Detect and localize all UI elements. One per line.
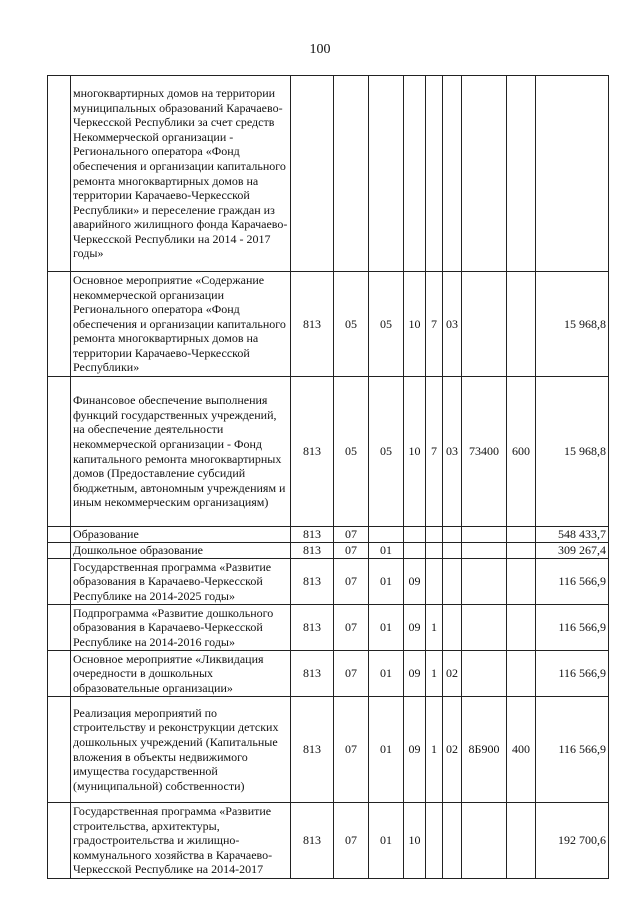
- ved-cell: 813: [291, 543, 334, 559]
- pr-cell: 05: [369, 377, 404, 527]
- pr-cell: [369, 527, 404, 543]
- measure-cell: [443, 803, 462, 879]
- subprogram-cell: 1: [426, 605, 443, 651]
- direction-cell: [462, 651, 507, 697]
- subprogram-cell: [426, 803, 443, 879]
- rz-cell: 07: [334, 605, 369, 651]
- table-row: [48, 272, 609, 377]
- index-cell: [48, 272, 71, 377]
- measure-cell: 02: [443, 697, 462, 803]
- subprogram-cell: [426, 527, 443, 543]
- program-cell: 09: [404, 605, 426, 651]
- measure-cell: 03: [443, 272, 462, 377]
- program-cell: 09: [404, 697, 426, 803]
- direction-cell: [462, 605, 507, 651]
- ved-cell: 813: [291, 803, 334, 879]
- program-cell: 09: [404, 559, 426, 605]
- direction-cell: [462, 272, 507, 377]
- index-cell: [48, 377, 71, 527]
- table-row: [48, 377, 609, 527]
- direction-cell: [462, 527, 507, 543]
- direction-cell: 73400: [462, 377, 507, 527]
- program-cell: [404, 543, 426, 559]
- name-cell: Финансовое обеспечение выполнения функций государственных учреждений, на обеспечение деятельности некоммерческой организации - Фонд капитального ремонта многоквартирных домов (Предоставление субсидий бюджетным, автономным учреждениям и иным некоммерческим организациям): [71, 377, 291, 527]
- direction-cell: [462, 76, 507, 272]
- pr-cell: [369, 76, 404, 272]
- program-cell: 10: [404, 803, 426, 879]
- subprogram-cell: 1: [426, 697, 443, 803]
- ved-cell: 813: [291, 377, 334, 527]
- subprogram-cell: [426, 543, 443, 559]
- expense-type-cell: [507, 272, 536, 377]
- expense-type-cell: [507, 543, 536, 559]
- pr-cell: 01: [369, 803, 404, 879]
- rz-cell: 05: [334, 272, 369, 377]
- sum-cell: 15 968,8: [536, 272, 609, 377]
- expense-type-cell: 400: [507, 697, 536, 803]
- index-cell: [48, 543, 71, 559]
- rz-cell: 05: [334, 377, 369, 527]
- program-cell: 09: [404, 651, 426, 697]
- name-cell: Подпрограмма «Развитие дошкольного образования в Карачаево-Черкесской Республике на 2014-2016 годы»: [71, 605, 291, 651]
- ved-cell: 813: [291, 605, 334, 651]
- name-cell: Реализация мероприятий по строительству и реконструкции детских дошкольных учреждений (Капитальные вложения в объекты недвижимого имущества государственной (муниципальной) собственности): [71, 697, 291, 803]
- name-cell: Образование: [71, 527, 291, 543]
- sum-cell: 309 267,4: [536, 543, 609, 559]
- expense-type-cell: [507, 76, 536, 272]
- page-number: 100: [309, 42, 331, 57]
- name-cell: Дошкольное образование: [71, 543, 291, 559]
- expense-type-cell: 600: [507, 377, 536, 527]
- ved-cell: 813: [291, 272, 334, 377]
- rz-cell: 07: [334, 697, 369, 803]
- measure-cell: [443, 76, 462, 272]
- pr-cell: 01: [369, 559, 404, 605]
- ved-cell: 813: [291, 527, 334, 543]
- table-row: [48, 605, 609, 651]
- pr-cell: 01: [369, 605, 404, 651]
- table-row: [48, 527, 609, 543]
- index-cell: [48, 651, 71, 697]
- table-row: [48, 697, 609, 803]
- index-cell: [48, 527, 71, 543]
- index-cell: [48, 697, 71, 803]
- measure-cell: [443, 527, 462, 543]
- pr-cell: 01: [369, 697, 404, 803]
- sum-cell: 192 700,6: [536, 803, 609, 879]
- name-cell: Основное мероприятие «Ликвидация очередности в дошкольных образовательные организации»: [71, 651, 291, 697]
- ved-cell: 813: [291, 559, 334, 605]
- program-cell: 10: [404, 377, 426, 527]
- direction-cell: 8Б900: [462, 697, 507, 803]
- ved-cell: 813: [291, 651, 334, 697]
- table-row: [48, 803, 609, 879]
- sum-cell: 548 433,7: [536, 527, 609, 543]
- measure-cell: 02: [443, 651, 462, 697]
- name-cell: Основное мероприятие «Содержание некоммерческой организации Регионального оператора «Фонд обеспечения и организации капитального ремонта многоквартирных домов на территории Карачаево-Черкесской Республики»: [71, 272, 291, 377]
- name-cell: Государственная программа «Развитие образования в Карачаево-Черкесской Республике на 2014-2025 годы»: [71, 559, 291, 605]
- sum-cell: [536, 76, 609, 272]
- index-cell: [48, 559, 71, 605]
- measure-cell: [443, 605, 462, 651]
- sum-cell: 116 566,9: [536, 697, 609, 803]
- table-row: [48, 76, 609, 272]
- sum-cell: 116 566,9: [536, 651, 609, 697]
- expense-type-cell: [507, 803, 536, 879]
- subprogram-cell: [426, 559, 443, 605]
- index-cell: [48, 803, 71, 879]
- subprogram-cell: [426, 76, 443, 272]
- rz-cell: 07: [334, 651, 369, 697]
- pr-cell: 01: [369, 543, 404, 559]
- table-row: [48, 559, 609, 605]
- rz-cell: [334, 76, 369, 272]
- program-cell: [404, 527, 426, 543]
- table-row: [48, 651, 609, 697]
- rz-cell: 07: [334, 527, 369, 543]
- expense-type-cell: [507, 605, 536, 651]
- direction-cell: [462, 543, 507, 559]
- pr-cell: 05: [369, 272, 404, 377]
- sum-cell: 116 566,9: [536, 559, 609, 605]
- expense-type-cell: [507, 651, 536, 697]
- measure-cell: [443, 543, 462, 559]
- rz-cell: 07: [334, 803, 369, 879]
- subprogram-cell: 7: [426, 377, 443, 527]
- subprogram-cell: 1: [426, 651, 443, 697]
- rz-cell: 07: [334, 559, 369, 605]
- subprogram-cell: 7: [426, 272, 443, 377]
- index-cell: [48, 605, 71, 651]
- name-cell: Государственная программа «Развитие строительства, архитектуры, градостроительства и жилищно-коммунального хозяйства в Карачаево-Черкесской Республике на 2014-2017: [71, 803, 291, 879]
- budget-table: [47, 75, 609, 879]
- table-row: [48, 543, 609, 559]
- sum-cell: 116 566,9: [536, 605, 609, 651]
- ved-cell: [291, 76, 334, 272]
- ved-cell: 813: [291, 697, 334, 803]
- pr-cell: 01: [369, 651, 404, 697]
- measure-cell: [443, 559, 462, 605]
- sum-cell: 15 968,8: [536, 377, 609, 527]
- direction-cell: [462, 803, 507, 879]
- direction-cell: [462, 559, 507, 605]
- expense-type-cell: [507, 527, 536, 543]
- measure-cell: 03: [443, 377, 462, 527]
- name-cell: многоквартирных домов на территории муниципальных образований Карачаево-Черкесской Республики за счет средств Некоммерческой организации - Регионального оператора «Фонд обеспечения и организации капитального ремонта многоквартирных домов на территории Карачаево-Черкесской Республики» и переселение граждан из аварийного жилищного фонда Карачаево-Черкесской Республики на 2014 - 2017 годы»: [71, 76, 291, 272]
- expense-type-cell: [507, 559, 536, 605]
- program-cell: 10: [404, 272, 426, 377]
- program-cell: [404, 76, 426, 272]
- rz-cell: 07: [334, 543, 369, 559]
- index-cell: [48, 76, 71, 272]
